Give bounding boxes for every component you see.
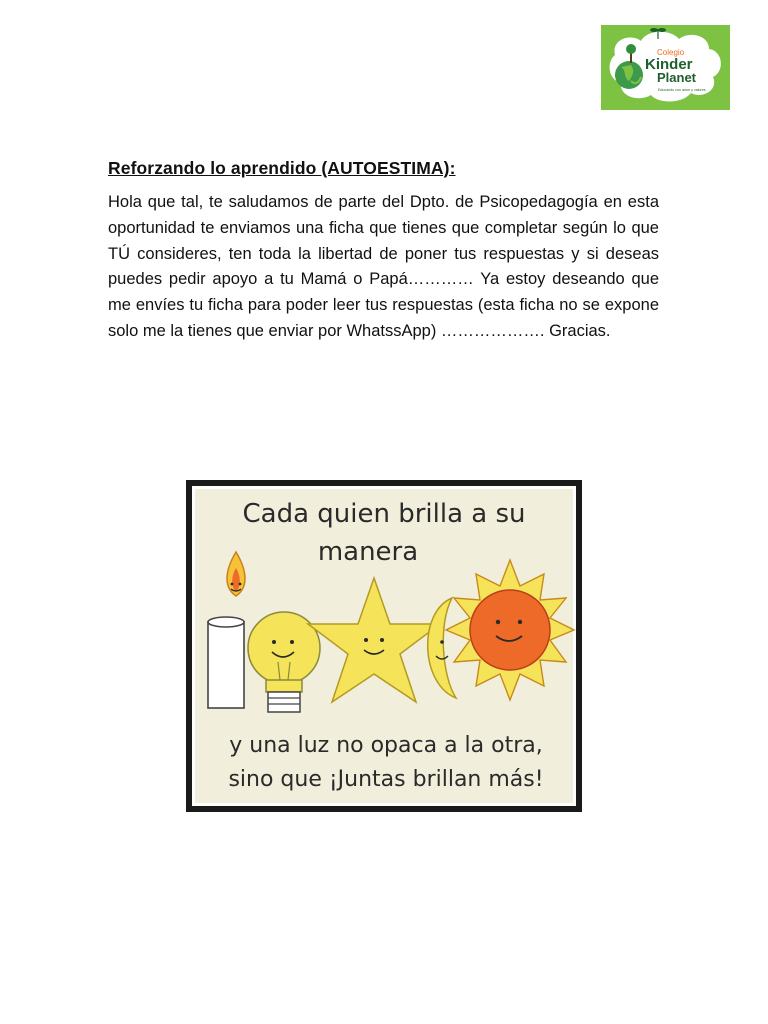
illustration-bottom-line1: y una luz no opaca a la otra,	[229, 733, 543, 758]
illustration-top-line1: Cada quien brilla a su	[242, 499, 526, 529]
self-esteem-illustration	[186, 480, 582, 812]
logo-text-colegio: Colegio	[657, 48, 685, 57]
kinder-planet-logo	[601, 25, 730, 110]
illustration-top-line2: manera	[317, 537, 419, 567]
logo-text-kinder: Kinder	[645, 56, 693, 73]
illustration-bottom-line2: sino que ¡Juntas brillan más!	[228, 767, 544, 792]
logo-text-planet: Planet	[657, 70, 697, 85]
body-paragraph: Hola que tal, te saludamos de parte del Dpto. de Psicopedagogía en esta oportunidad te enviamos una ficha que tienes que completar según lo que TÚ consideres, ten toda la libertad de poner tus respuestas y si deseas puedes pedir apoyo a tu Mamá o Papá………… Ya estoy deseando que me envíes tu ficha para poder leer tus respuestas (esta ficha no se expone solo me la tienes que enviar por WhatssApp) ………………. Gracias.	[108, 193, 659, 340]
page-heading: Reforzando lo aprendido (AUTOESTIMA):	[108, 158, 456, 178]
logo-tagline: Educando con amor y valores	[658, 88, 706, 92]
